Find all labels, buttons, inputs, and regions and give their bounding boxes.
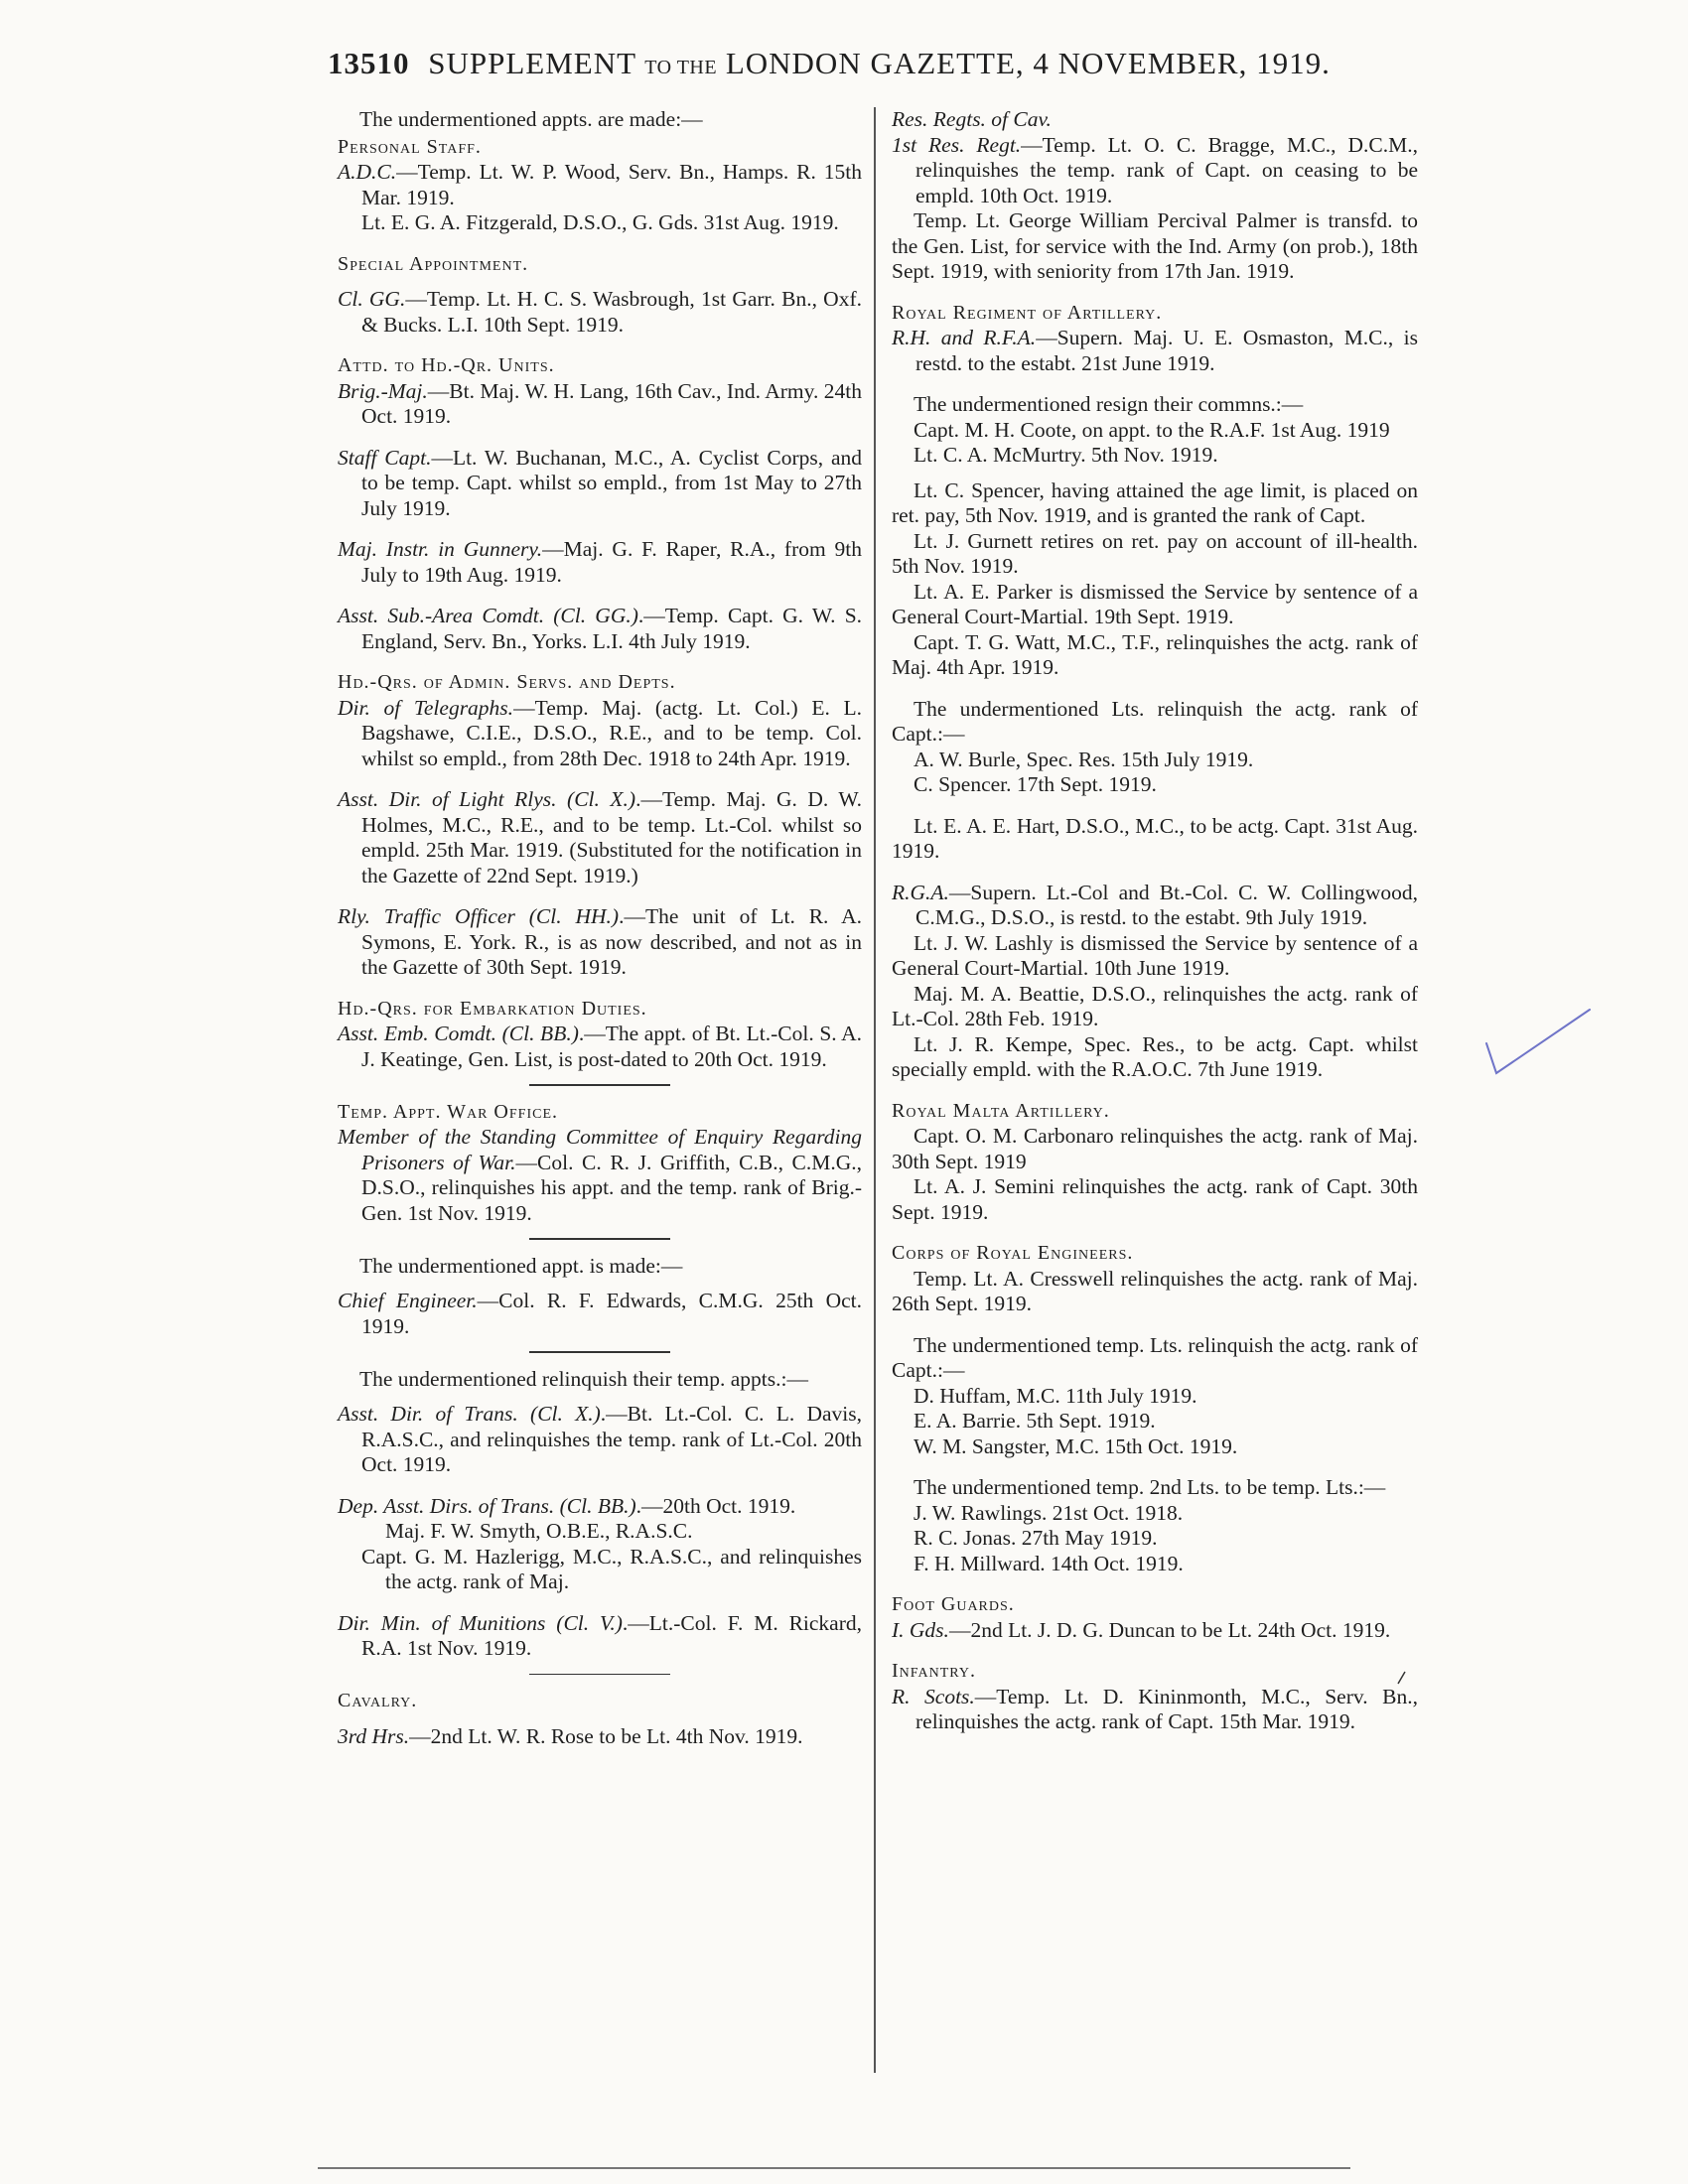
- entry-jonas: R. C. Jonas. 27th May 1919.: [914, 1526, 1158, 1550]
- entry-3rd-hrs: [338, 1724, 862, 1750]
- heading-royal-engineers: Corps of Royal Engineers.: [892, 1242, 1134, 1264]
- entry-text: —Col. C. R. J. Griffith, C.B., C.M.G., D.S.O., relinquishes his appt. and the temp. rank of Brig.-Gen. 1st Nov. 1919.: [361, 1150, 862, 1225]
- entry-huffam: D. Huffam, M.C. 11th July 1919.: [914, 1383, 1197, 1408]
- entry-palmer: Temp. Lt. George William Percival Palmer is transfd. to the Gen. List, for service with the Ind. Army (on prob.), 18th Sept. 1919, with seniority from 17th Jan. 1919.: [892, 208, 1418, 283]
- entry-text: —Lt. W. Buchanan, M.C., A. Cyclist Corps, and to be temp. Capt. whilst so empld., from 1st May to 27th July 1919.: [361, 445, 862, 520]
- entry-text: —Temp. Lt. H. C. S. Wasbrough, 1st Garr. Bn., Oxf. & Bucks. L.I. 10th Sept. 1919.: [361, 287, 862, 337]
- heading-war-office: Temp. Appt. War Office.: [338, 1100, 558, 1123]
- pencil-stroke-mark: [1395, 1671, 1407, 1685]
- heading-infantry: Infantry.: [892, 1660, 976, 1682]
- header-title-to: TO THE: [644, 57, 718, 78]
- entry-label: Member of the Standing Committee of Enquiry Regarding Prisoners of War.: [338, 1125, 862, 1174]
- entry-barrie: E. A. Barrie. 5th Sept. 1919.: [914, 1409, 1156, 1433]
- entry-asst-sub-area: [338, 604, 862, 654]
- entry-text: .—Temp. Capt. G. W. S. England, Serv. Bn., Yorks. L.I. 4th July 1919.: [361, 604, 863, 653]
- section-rule: [529, 1351, 670, 1353]
- entry-staff-capt: [338, 446, 862, 522]
- entry-hazlerigg: Capt. G. M. Hazlerigg, M.C., R.A.S.C., and relinquishes the actg. rank of Maj.: [361, 1544, 862, 1593]
- entry-appt-made: The undermentioned appt. is made:—: [359, 1253, 683, 1278]
- entry-temp-lts-intro: The undermentioned temp. Lts. relinquish the actg. rank of Capt.:—: [892, 1332, 1418, 1382]
- entry-text: —Temp. Maj. (actg. Lt. Col.) E. L. Bagshawe, C.I.E., D.S.O., R.E., and to be temp. Col. whilst so empld., from 28th Dec. 1918 to 24th Apr. 1919.: [361, 695, 862, 770]
- left-intro: The undermentioned appts. are made:—: [359, 107, 703, 131]
- entry-r-scots: [892, 1685, 1418, 1735]
- entry-coote: Capt. M. H. Coote, on appt. to the R.A.F. 1st Aug. 1919: [914, 417, 1390, 442]
- entry-i-gds: [892, 1618, 1418, 1644]
- entry-text: .—Lt.-Col. F. M. Rickard, R.A. 1st Nov. 1919.: [361, 1610, 863, 1660]
- entry-c-spencer: C. Spencer. 17th Sept. 1919.: [914, 772, 1157, 796]
- entry-class: (Cl. X.): [567, 787, 636, 811]
- entry-text: —Temp. Lt. O. C. Bragge, M.C., D.C.M., relinquishes the temp. rank of Capt. on ceasing to be empld. 10th Oct. 1919.: [915, 132, 1418, 207]
- section-rule: [529, 1084, 670, 1086]
- entry-label: Maj. Instr. in Gunnery.: [338, 537, 543, 561]
- entry-text: .—The unit of Lt. R. A. Symons, E. York. R., is as now described, and not as in the Gazette of 30th Sept. 1919.: [361, 904, 863, 979]
- entry-spencer: Lt. C. Spencer, having attained the age limit, is placed on ret. pay, 5th Nov. 1919, and is granted the rank of Capt.: [892, 478, 1418, 527]
- entry-text: —Supern. Lt.-Col and Bt.-Col. C. W. Collingwood, C.M.G., D.S.O., is restd. to the estabt. 9th July 1919.: [915, 880, 1418, 929]
- page-bottom-rule: [318, 2167, 1350, 2169]
- entry-label: R.H. and R.F.A.: [892, 326, 1037, 349]
- page-header: [328, 46, 1400, 81]
- entry-dir-munitions: [338, 1611, 862, 1662]
- entry-text: .—20th Oct. 1919.: [635, 1493, 796, 1518]
- heading-cavalry: Cavalry.: [338, 1690, 418, 1711]
- entry-class: (Cl. V.): [556, 1610, 623, 1635]
- pencil-tick-mark: [1484, 1008, 1594, 1077]
- section-rule: [529, 1238, 670, 1240]
- entry-burle: A. W. Burle, Spec. Res. 15th July 1919.: [914, 747, 1254, 771]
- entry-label: 3rd Hrs.: [338, 1723, 410, 1748]
- entry-carbonaro: Capt. O. M. Carbonaro relinquishes the actg. rank of Maj. 30th Sept. 1919: [892, 1124, 1418, 1173]
- entry-rawlings: J. W. Rawlings. 21st Oct. 1918.: [914, 1500, 1184, 1525]
- entry-label: R. Scots.: [892, 1684, 975, 1708]
- entry-class: (Cl. HH.): [528, 904, 620, 928]
- heading-royal-artillery: Royal Regiment of Artillery.: [892, 301, 1163, 324]
- entry-label: Asst. Dir. of Light Rlys.: [338, 787, 557, 811]
- entry-gurnett: Lt. J. Gurnett retires on ret. pay on account of ill-health. 5th Nov. 1919.: [892, 528, 1418, 578]
- entry-brig-maj: [338, 379, 862, 430]
- entry-asst-dir-trans: [338, 1402, 862, 1478]
- entry-label: Rly. Traffic Officer: [338, 904, 515, 928]
- entry-label: Staff Capt.: [338, 445, 432, 470]
- header-title-a: SUPPLEMENT: [428, 46, 636, 80]
- entry-semini: Lt. A. J. Semini relinquishes the actg. rank of Capt. 30th Sept. 1919.: [892, 1174, 1418, 1224]
- entry-label: Chief Engineer.: [338, 1289, 478, 1312]
- entry-class: (Cl. X.): [530, 1402, 601, 1426]
- entry-text: .—Bt. Lt.-Col. C. L. Davis, R.A.S.C., and relinquishes the temp. rank of Lt.-Col. 20th Oct. 1919.: [361, 1402, 863, 1476]
- page-number: 13510: [328, 46, 410, 80]
- entry-light-rlys: [338, 787, 862, 888]
- heading-embarkation: Hd.-Qrs. for Embarkation Duties.: [338, 997, 647, 1020]
- heading-malta-artillery: Royal Malta Artillery.: [892, 1099, 1110, 1122]
- entry-hart: Lt. E. A. E. Hart, D.S.O., M.C., to be actg. Capt. 31st Aug. 1919.: [892, 813, 1418, 863]
- right-column: [892, 107, 1418, 1735]
- entry-label: Asst. Dir. of Trans.: [338, 1402, 518, 1426]
- entry-maj-instr: [338, 537, 862, 588]
- entry-lashly: Lt. J. W. Lashly is dismissed the Service by sentence of a General Court-Martial. 10th June 1919.: [892, 930, 1418, 980]
- entry-label: Dep. Asst. Dirs. of Trans.: [338, 1493, 555, 1518]
- entry-class: (Cl. BB.): [559, 1493, 636, 1518]
- entry-text: .—The appt. of Bt. Lt.-Col. S. A. J. Keatinge, Gen. List, is post-dated to 20th Oct. 1919.: [361, 1022, 863, 1071]
- entry-class: (Cl. GG.): [553, 604, 638, 627]
- entry-emb-comdt: [338, 1022, 862, 1072]
- entry-label: I. Gds.: [892, 1617, 949, 1642]
- heading-foot-guards: Foot Guards.: [892, 1593, 1015, 1615]
- entry-class: (Cl. BB.): [501, 1022, 579, 1045]
- column-divider: [874, 107, 876, 2073]
- heading-personal-staff: Personal Staff.: [338, 135, 482, 158]
- entry-1st-res-regt: [892, 133, 1418, 209]
- entry-standing-committee: [338, 1125, 862, 1226]
- left-column: [338, 107, 862, 1749]
- subheading-res-regts: [892, 107, 1418, 133]
- entry-watt: Capt. T. G. Watt, M.C., T.F., relinquishes the actg. rank of Maj. 4th Apr. 1919.: [892, 629, 1418, 679]
- entry-2nd-lts-intro: The undermentioned temp. 2nd Lts. to be temp. Lts.:—: [914, 1475, 1386, 1499]
- heading-admin-servs: Hd.-Qrs. of Admin. Servs. and Depts.: [338, 671, 676, 693]
- entry-rh-rfa: [892, 326, 1418, 376]
- entry-text: —Maj. G. F. Raper, R.A., from 9th July to 19th Aug. 1919.: [361, 537, 862, 587]
- entry-label: R.G.A.: [892, 880, 949, 904]
- entry-text: —2nd Lt. J. D. G. Duncan to be Lt. 24th Oct. 1919.: [948, 1617, 1391, 1642]
- entry-label: A.D.C.: [338, 160, 397, 184]
- entry-text: —Temp. Lt. D. Kininmonth, M.C., Serv. Bn., relinquishes the actg. rank of Capt. 15th Mar. 1919.: [915, 1684, 1418, 1733]
- entry-parker: Lt. A. E. Parker is dismissed the Service by sentence of a General Court-Martial. 19th Sept. 1919.: [892, 579, 1418, 628]
- entry-dir-telegraphs: [338, 696, 862, 772]
- entry-rly-traffic: [338, 904, 862, 981]
- entry-cl-gg: [338, 287, 862, 338]
- entry-text: .—Temp. Maj. G. D. W. Holmes, M.C., R.E., and to be temp. Lt.-Col. whilst so empld. 25th Mar. 1919. (Substituted for the notification in the Gazette of 22nd Sept. 1919.): [361, 787, 863, 887]
- heading-attd-units: Attd. to Hd.-Qr. Units.: [338, 354, 555, 376]
- entry-text: —2nd Lt. W. R. Rose to be Lt. 4th Nov. 1919.: [409, 1723, 803, 1748]
- entry-adc: [338, 160, 862, 210]
- entry-relinquish-intro: The undermentioned relinquish their temp. appts.:—: [359, 1366, 808, 1391]
- entry-label: Dir. Min. of Munitions: [338, 1610, 546, 1635]
- entry-smyth: Maj. F. W. Smyth, O.B.E., R.A.S.C.: [385, 1519, 693, 1543]
- entry-text: —Bt. Maj. W. H. Lang, 16th Cav., Ind. Army. 24th Oct. 1919.: [361, 378, 862, 428]
- entry-cresswell: Temp. Lt. A. Cresswell relinquishes the actg. rank of Maj. 26th Sept. 1919.: [892, 1266, 1418, 1315]
- entry-chief-engineer: [338, 1289, 862, 1339]
- section-rule: [529, 1674, 670, 1676]
- entry-rga: [892, 881, 1418, 931]
- header-title-b: LONDON GAZETTE, 4 NOVEMBER, 1919.: [725, 46, 1331, 80]
- entry-mcmurtry: Lt. C. A. McMurtry. 5th Nov. 1919.: [914, 443, 1218, 467]
- entry-text: —Supern. Maj. U. E. Osmaston, M.C., is restd. to the estabt. 21st June 1919.: [915, 326, 1418, 375]
- entry-label: Cl. GG.: [338, 287, 406, 311]
- heading-special-appointment: Special Appointment.: [338, 252, 529, 275]
- entry-text: —Col. R. F. Edwards, C.M.G. 25th Oct. 1919.: [361, 1289, 862, 1338]
- entry-kempe: Lt. J. R. Kempe, Spec. Res., to be actg. Capt. whilst specially empld. with the R.A.O.C. 7th June 1919.: [892, 1031, 1418, 1081]
- entry-label: 1st Res. Regt.: [892, 132, 1022, 157]
- entry-sangster: W. M. Sangster, M.C. 15th Oct. 1919.: [914, 1433, 1238, 1458]
- entry-fitzgerald: Lt. E. G. A. Fitzgerald, D.S.O., G. Gds. 31st Aug. 1919.: [361, 210, 839, 234]
- entry-label: Brig.-Maj.: [338, 378, 428, 403]
- subheading-text: Res. Regts. of Cav.: [892, 107, 1052, 131]
- entry-text: —Temp. Lt. W. P. Wood, Serv. Bn., Hamps. R. 15th Mar. 1919.: [361, 160, 862, 209]
- entry-label: Asst. Emb. Comdt.: [338, 1022, 496, 1045]
- entry-resign-intro: The undermentioned resign their commns.:—: [914, 392, 1304, 416]
- entry-label: Dir. of Telegraphs.: [338, 695, 514, 720]
- entry-beattie: Maj. M. A. Beattie, D.S.O., relinquishes the actg. rank of Lt.-Col. 28th Feb. 1919.: [892, 981, 1418, 1030]
- entry-millward: F. H. Millward. 14th Oct. 1919.: [914, 1551, 1184, 1575]
- entry-label: Asst. Sub.-Area Comdt.: [338, 604, 545, 627]
- entry-dep-asst-dirs: [338, 1494, 862, 1520]
- entry-lts-relinquish: The undermentioned Lts. relinquish the actg. rank of Capt.:—: [892, 696, 1418, 746]
